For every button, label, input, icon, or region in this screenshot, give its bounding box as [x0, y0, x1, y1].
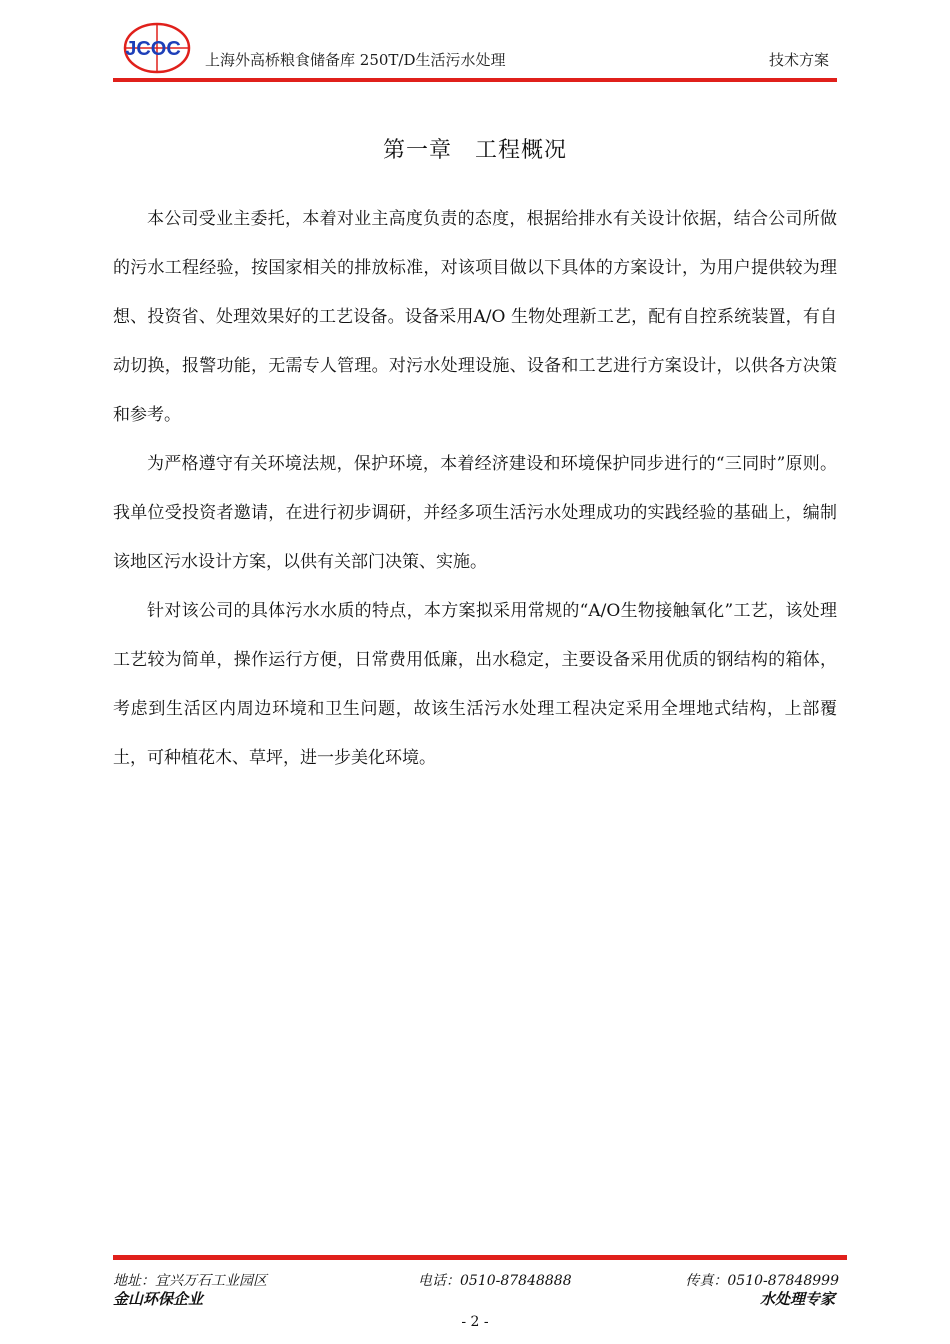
footer-phone: 电话：0510-87848888	[418, 1273, 572, 1289]
footer-slogan: 水处理专家	[759, 1290, 835, 1308]
logo-text: JCOC	[125, 38, 181, 60]
page-number: - 2 -	[461, 1314, 489, 1330]
footer-divider	[113, 1255, 847, 1260]
body-text	[113, 195, 837, 783]
document-type: 技术方案	[768, 51, 829, 69]
document-title: 上海外高桥粮食储备库 250T/D生活污水处理	[205, 51, 506, 69]
footer-company: 金山环保企业	[113, 1290, 204, 1308]
paragraph: 为严格遵守有关环境法规，保护环境，本着经济建设和环境保护同步进行的“三同时”原则。我单位受投资者邀请，在进行初步调研，并经多项生活污水处理成功的实践经验的基础上，编制该地区污水设计方案，以供有关部门决策、实施。	[113, 454, 837, 572]
page-header	[113, 22, 837, 82]
chapter-title: 第一章 工程概况	[382, 138, 567, 163]
footer-address: 地址：宜兴万石工业园区	[113, 1273, 267, 1289]
paragraph: 本公司受业主委托，本着对业主高度负责的态度，根据给排水有关设计依据，结合公司所做的污水工程经验，按国家相关的排放标准，对该项目做以下具体的方案设计，为用户提供较为理想、投资省、处理效果好的工艺设备。设备采用A/O 生物处理新工艺，配有自控系统装置，有自动切换，报警功能，无需专人管理。对污水处理设施、设备和工艺进行方案设计，以供各方决策和参考。	[113, 209, 837, 425]
company-logo	[113, 22, 193, 74]
footer-fax: 传真：0510-87848999	[685, 1273, 839, 1289]
header-divider	[113, 78, 837, 82]
paragraph: 针对该公司的具体污水水质的特点，本方案拟采用常规的“A/O生物接触氧化”工艺，该处理工艺较为简单，操作运行方便，日常费用低廉，出水稳定，主要设备采用优质的钢结构的箱体，考虑到生活区内周边环境和卫生问题，故该生活污水处理工程决定采用全埋地式结构，上部覆土，可种植花木、草坪，进一步美化环境。	[113, 601, 837, 768]
